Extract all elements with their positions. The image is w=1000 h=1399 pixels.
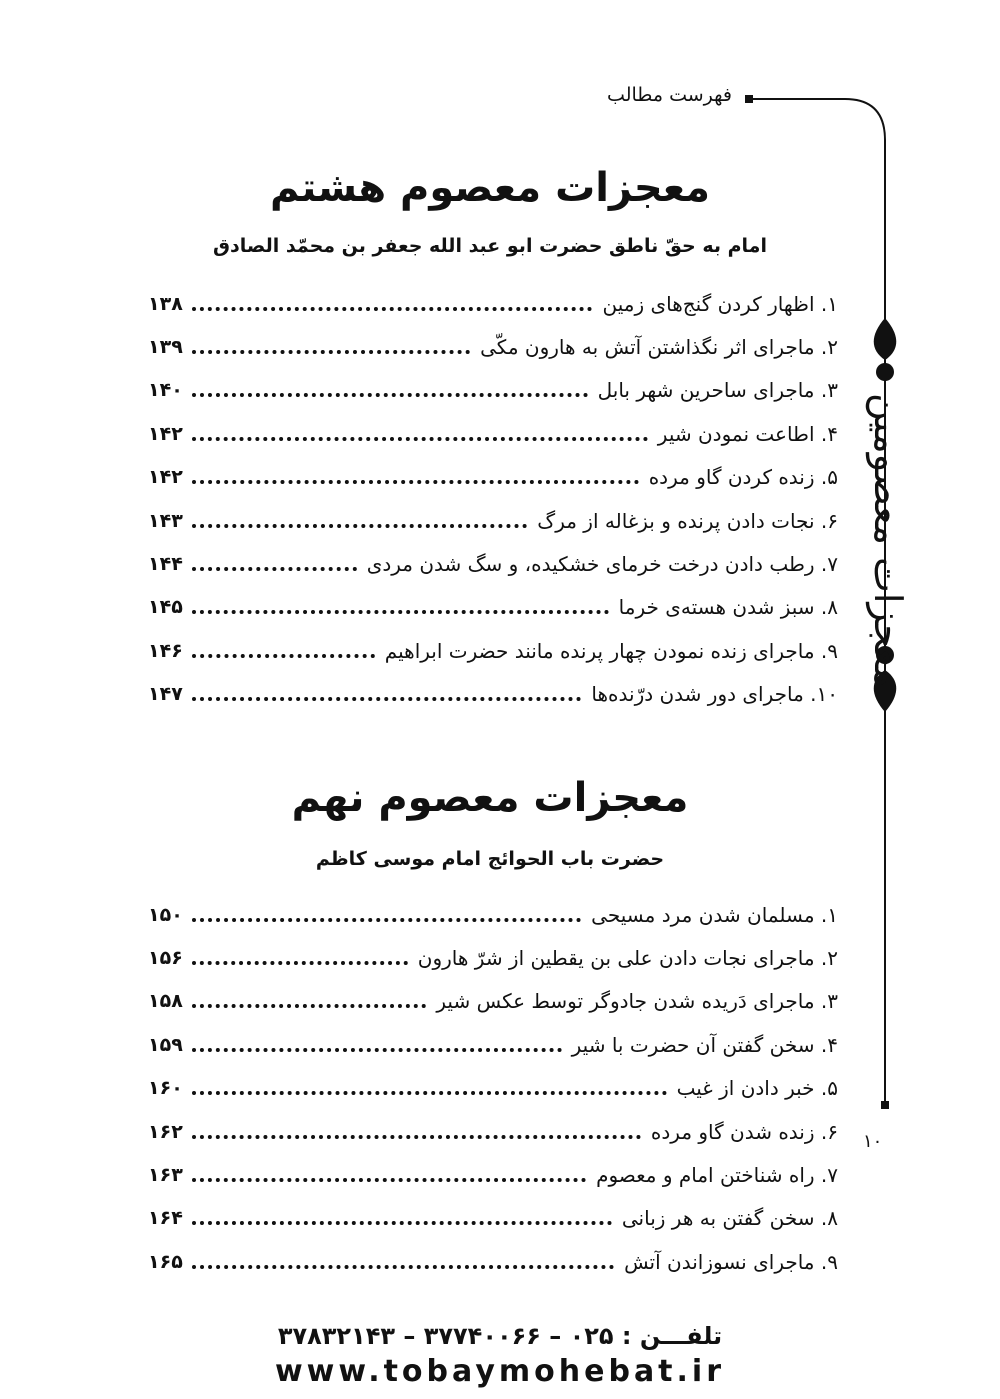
- section-subtitle: حضرت باب الحوائج امام موسی کاظم: [315, 848, 665, 870]
- frame-end-icon: [881, 1101, 889, 1109]
- header-label: فهرست مطالب: [607, 84, 732, 106]
- header-bullet-icon: [745, 95, 753, 103]
- side-book-title: معجزات معصومین: [866, 392, 910, 688]
- toc-entry[interactable]: ۳. ماجرای ساحرین شهر بابل ۱۴۰: [148, 378, 838, 403]
- toc-entry[interactable]: ۵. خبر دادن از غیب ۱۶۰: [148, 1076, 838, 1101]
- toc-entry[interactable]: ۴. اطاعت نمودن شیر ۱۴۲: [148, 421, 838, 446]
- toc-entry[interactable]: ۷. راه شناختن امام و معصوم ۱۶۳: [148, 1163, 838, 1188]
- toc-entry[interactable]: ۶. نجات دادن پرنده و بزغاله از مرگ ۱۴۳: [148, 508, 838, 533]
- toc-entry[interactable]: ۲. ماجرای اثر نگذاشتن آتش به هارون مکّی ۱۳۹: [148, 335, 838, 360]
- toc-entry[interactable]: ۸. سبز شدن هسته‌ی خرما ۱۴۵: [148, 595, 838, 620]
- toc-list: [148, 282, 838, 716]
- toc-entry[interactable]: ۱. اظهار کردن گنج‌های زمین ۱۳۸: [148, 291, 838, 316]
- toc-entry[interactable]: ۳. ماجرای دَریده شدن جادوگر توسط عکس شیر ۱۵۸: [148, 989, 838, 1014]
- toc-entry[interactable]: ۲. ماجرای نجات دادن علی بن یقطین از شرّ هارون ۱۵۶: [148, 946, 838, 971]
- toc-entry[interactable]: ۵. زنده کردن گاو مرده ۱۴۲: [148, 465, 838, 490]
- toc-entry[interactable]: ۹. ماجرای زنده نمودن چهار پرنده مانند حضرت ابراهیم ۱۴۶: [148, 638, 838, 663]
- toc-list: [148, 893, 838, 1284]
- toc-entry[interactable]: ۱۰. ماجرای دور شدن درّنده‌ها ۱۴۷: [148, 682, 838, 707]
- toc-entry[interactable]: ۶. زنده شدن گاو مرده ۱۶۲: [148, 1119, 838, 1144]
- toc-entry[interactable]: ۴. سخن گفتن آن حضرت با شیر ۱۵۹: [148, 1032, 838, 1057]
- toc-entry[interactable]: ۸. سخن گفتن به هر زبانی ۱۶۴: [148, 1206, 838, 1231]
- page-number: ۱۰: [863, 1131, 883, 1152]
- section-title: معجزات معصوم هشتم: [269, 165, 711, 211]
- section-subtitle: امام به حقّ ناطق حضرت ابو عبد الله جعفر بن محمّد الصادق: [213, 235, 767, 257]
- toc-entry[interactable]: ۹. ماجرای نسوزاندن آتش ۱۶۵: [148, 1249, 838, 1274]
- toc-entry[interactable]: ۱. مسلمان شدن مرد مسیحی ۱۵۰: [148, 902, 838, 927]
- toc-entry[interactable]: ۷. رطب دادن درخت خرمای خشکیده، و سگ شدن مردی ۱۴۴: [148, 552, 838, 577]
- section-title: معجزات معصوم نهم: [291, 775, 689, 821]
- footer-phone: تلفـــن : ۰۲۵ – ۳۷۷۴۰۰۶۶ – ۳۷۸۳۲۱۴۳: [277, 1322, 723, 1350]
- ornament-top-icon: [874, 318, 897, 381]
- footer-website[interactable]: www.tobaymohebat.ir: [274, 1354, 726, 1389]
